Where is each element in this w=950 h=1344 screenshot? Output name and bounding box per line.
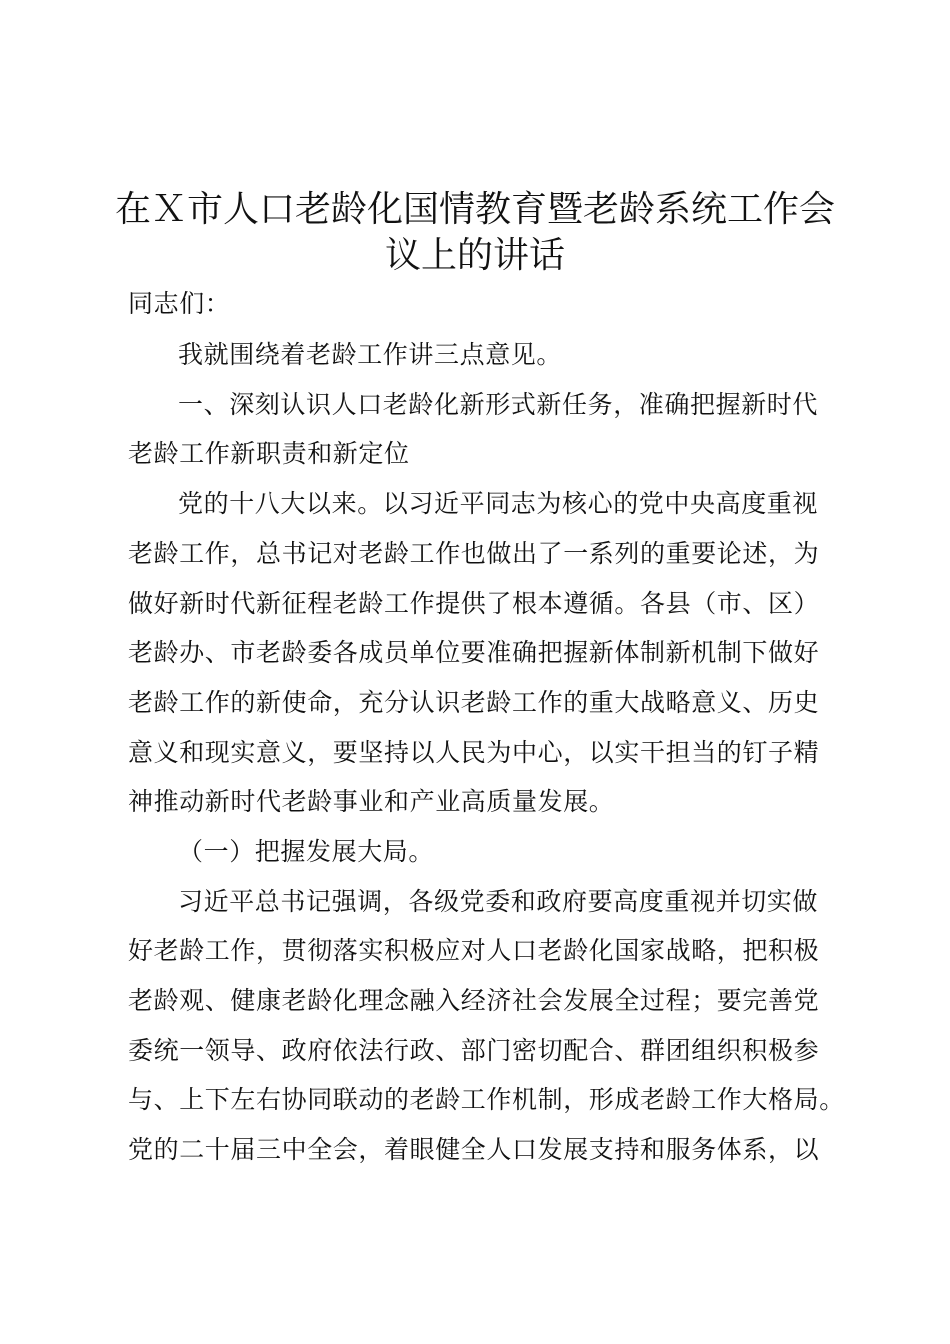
- document-title-line-1: 在Ｘ市人口老龄化国情教育暨老龄系统工作会: [115, 189, 836, 230]
- document-title-line-2: 议上的讲话: [384, 235, 565, 276]
- body-line: 神推动新时代老龄事业和产业高质量发展。: [128, 787, 615, 816]
- section-heading-1: 一、深刻认识人口老龄化新形式新任务，准确把握新时代: [178, 390, 819, 419]
- body-line: 做好新时代新征程老龄工作提供了根本遵循。各县（市、区）: [128, 589, 820, 618]
- body-line: 老龄工作的新使命，充分认识老龄工作的重大战略意义、历史: [128, 688, 820, 717]
- body-line: 老龄办、市老龄委各成员单位要准确把握新体制新机制下做好: [128, 638, 820, 667]
- intro-paragraph: 我就围绕着老龄工作讲三点意见。: [178, 340, 563, 369]
- body-line: 意义和现实意义，要坚持以人民为中心，以实干担当的钉子精: [128, 738, 820, 767]
- salutation: 同志们：: [128, 289, 231, 318]
- body-line: 好老龄工作，贯彻落实积极应对人口老龄化国家战略，把积极: [128, 936, 820, 965]
- body-line: 老龄观、健康老龄化理念融入经济社会发展全过程；要完善党: [128, 986, 820, 1015]
- subsection-heading-1: （一）把握发展大局。: [178, 837, 435, 866]
- body-line: 党的十八大以来。以习近平同志为核心的党中央高度重视: [178, 489, 819, 518]
- body-line: 习近平总书记强调，各级党委和政府要高度重视并切实做: [178, 887, 819, 916]
- body-line: 老龄工作，总书记对老龄工作也做出了一系列的重要论述，为: [128, 539, 820, 568]
- section-heading-1-cont: 老龄工作新职责和新定位: [128, 439, 410, 468]
- body-line: 党的二十届三中全会，着眼健全人口发展支持和服务体系，以: [128, 1135, 820, 1164]
- body-line: 委统一领导、政府依法行政、部门密切配合、群团组织积极参: [128, 1036, 820, 1065]
- body-line: 与、上下左右协同联动的老龄工作机制，形成老龄工作大格局。: [128, 1085, 845, 1114]
